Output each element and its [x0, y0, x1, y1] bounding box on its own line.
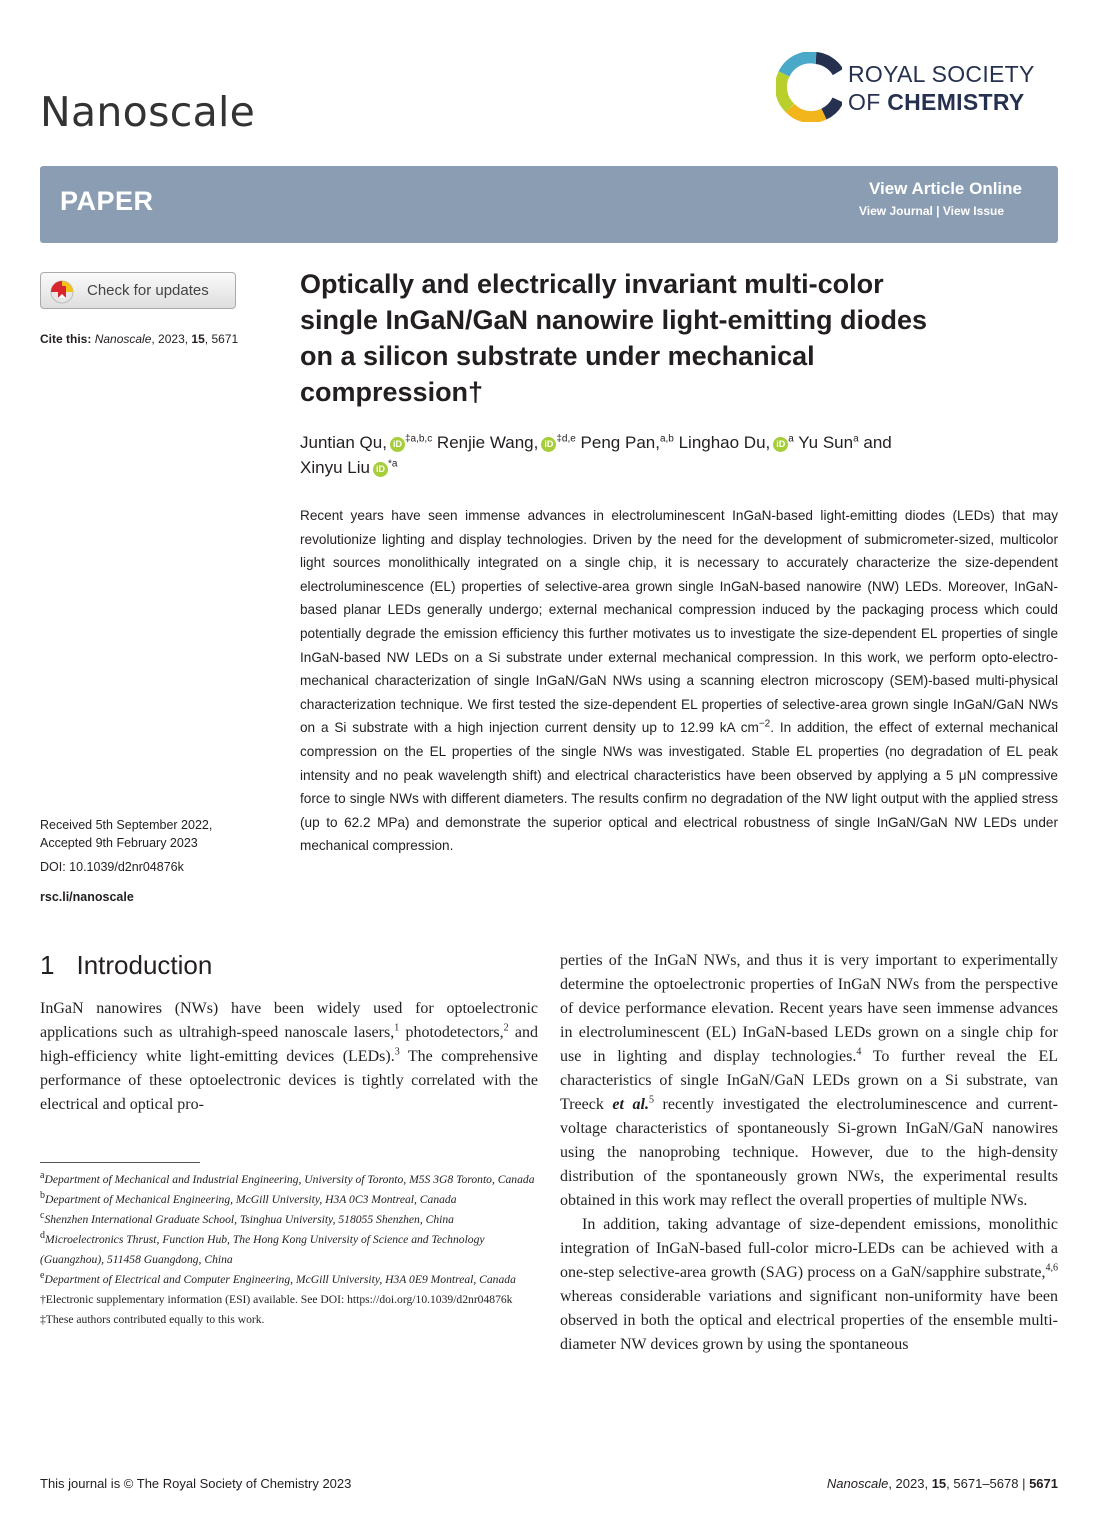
footnote-equal: ‡These authors contributed equally to this work. [40, 1313, 265, 1326]
orcid-icon[interactable]: iD [773, 437, 788, 452]
footer-copyright: This journal is © The Royal Society of Chemistry 2023 [40, 1476, 352, 1491]
rsc-logo[interactable] [776, 52, 1066, 122]
orcid-icon[interactable]: iD [541, 437, 556, 452]
crossmark-icon [50, 280, 74, 304]
footnote: $^b$Department of Mechanical Engineering, McGill University, H3A 0C3 Montreal, Canada [40, 1190, 457, 1206]
author[interactable]: Xinyu Liu [300, 458, 370, 477]
citation-link[interactable]: 4 [856, 1046, 862, 1058]
footnote-esi[interactable]: †Electronic supplementary information (ESI) available. See DOI: https://doi.org/10.1039/d2nr04876k [40, 1293, 513, 1306]
article-type-label: PAPER [60, 186, 154, 216]
check-for-updates-button[interactable] [40, 272, 236, 309]
author[interactable]: Juntian Qu, [300, 433, 387, 452]
author[interactable]: Yu Sun [793, 433, 854, 452]
view-article-online-link[interactable]: View Article Online [868, 179, 1022, 198]
body-column-left: InGaN nanowires (NWs) have been widely used for optoelectronic applications such as ultrahigh-speed nanoscale lasers,$^1$ photodetectors,$^2$ and high-efficiency white light-emitting devices (LEDs).$^3$ The comprehensive performance of these optoelectronic devices is tightly correlated with the electrical and optical pro- [40, 1000, 538, 1113]
footnote: $^c$Shenzhen International Graduate School, Tsinghua University, 518055 Shenzhen, China [40, 1210, 454, 1226]
author-list: Juntian Qu, iD $^{\ddagger a,b,c}$ Renjie Wang, iD $^{\ddagger d,e}$ Peng Pan,$^{a,b}$ Linghao Du, iD $^a$ Yu Sun$^a$ and Xinyu Liu iD $^{*a}$ [300, 433, 892, 477]
cite-this: Cite this: Nanoscale, 2023, 15, 5671 [40, 332, 239, 346]
footnote: $^a$Department of Mechanical and Industrial Engineering, University of Toronto, M5S 3G8 Toronto, Canada [40, 1170, 535, 1186]
citation-link[interactable]: 5 [648, 1094, 654, 1106]
rsc-journal-link[interactable]: rsc.li/nanoscale [40, 890, 134, 904]
received-accepted-dates: Received 5th September 2022, Accepted 9th February 2023 [40, 818, 213, 850]
orcid-icon[interactable]: iD [373, 462, 388, 477]
citation-link[interactable]: 1 [394, 1022, 400, 1034]
author[interactable]: Linghao Du, [673, 433, 771, 452]
view-journal-issue-links[interactable]: View Journal | View Issue [859, 204, 1004, 218]
citation-link[interactable]: 3 [394, 1046, 400, 1058]
footnote-divider [40, 1162, 200, 1163]
footer-citation: Nanoscale, 2023, 15, 5671–5678 | 5671 [826, 1476, 1058, 1491]
section-heading: 1 Introduction [40, 950, 213, 980]
footnote: $^e$Department of Electrical and Computer Engineering, McGill University, H3A 0E9 Montreal, Canada [40, 1270, 516, 1286]
rsc-ring-logo-icon [776, 52, 842, 122]
orcid-icon[interactable]: iD [390, 437, 405, 452]
citation-link[interactable]: 2 [503, 1022, 509, 1034]
abstract: Recent years have seen immense advances in electroluminescent InGaN-based light-emitting diodes (LEDs) that may revolutionize lighting and display technologies. Driven by the need for the development of submicrometer-sized, multicolor light sources monolithically integrated on a single chip, it is necessary to accurately characterize the size-dependent electroluminescence (EL) properties of selective-area grown single InGaN-based nanowire (NW) LEDs. Moreover, InGaN-based planar LEDs generally undergo; external mechanical compression induced by the packaging process which could potentially degrade the emission efficiency this further motivates us to investigate the size-dependent EL properties of single InGaN-based NW LEDs on a Si substrate under external mechanical compression. In this work, we perform opto-electro-mechanical characterization of single InGaN/GaN NWs using a scanning electron microscopy (SEM)-based multi-physical characterization technique. We first tested the size-dependent EL properties of selective-area grown single InGaN/GaN NWs on a Si substrate with a high injection current density up to 12.99 kA $cm^{-2}$. In addition, the effect of external mechanical compression on the EL properties of the single NWs was investigated. Stable EL properties (no degradation of EL peak intensity and no peak wavelength shift) and electrical characteristics have been observed by applying a 5 μN compressive force to single NWs with different diameters. The results confirm no degradation of the NW light output with the applied stress (up to 62.2 MPa) and demonstrate the superior optical and electrical robustness of single InGaN/GaN NW LEDs under mechanical compression. [300, 508, 1058, 854]
citation-link[interactable]: 4,6 [1045, 1262, 1058, 1274]
doi[interactable]: DOI: 10.1039/d2nr04876k [40, 860, 184, 874]
body-column-right: perties of the InGaN NWs, and thus it is very important to experimentally determine the optoelectronic properties of InGaN NWs from the perspective of device performance elevation. Recent years have seen immense advances in electroluminescent (EL) InGaN-based LEDs grown on a single chip for use in lighting and display technologies.$^4$ To further reveal the EL characteristics of single InGaN/GaN LEDs grown on a Si substrate, van Treeck et al.$^5$ recently investigated the electroluminescence and current-voltage characteristics of spontaneously Si-grown InGaN/GaN nanowires using the nanoprobing technique. However, due to the high-density distribution of the spontaneously grown NWs, the experimental results obtained in this work may reflect the overall properties of multiple NWs. In addition, taking advantage of size-dependent emissions, monolithic integration of InGaN-based full-color micro-LEDs can be achieved with a one-step selective-area growth (SAG) process on a GaN/sapphire substrate,$^{4,6}$ whereas considerable variations and significant non-uniformity have been observed in both the optical and electrical properties of the ensemble multi-diameter NW devices grown by using the spontaneous [560, 952, 1058, 1353]
footnote: $^d$Microelectronics Thrust, Function Hub, The Hong Kong University of Science and Technology (Guangzhou), 511458 Guangdong, China [40, 1230, 485, 1266]
article-type-banner [40, 166, 1058, 243]
journal-name: Nanoscale [40, 88, 256, 136]
article-title: Optically and electrically invariant multi-color single InGaN/GaN nanowire light-emitting diodes on a silicon substrate under mechanical compression† [300, 269, 928, 407]
footnotes [40, 1170, 540, 1330]
logo-line-1: ROYAL SOCIETY [848, 61, 1035, 87]
check-for-updates-label: Check for updates [87, 282, 209, 299]
logo-line-2: OF CHEMISTRY [848, 89, 1025, 115]
page-number: 5671 [1029, 1476, 1058, 1491]
author[interactable]: Renjie Wang, [432, 433, 539, 452]
author[interactable]: Peng Pan, [575, 433, 660, 452]
